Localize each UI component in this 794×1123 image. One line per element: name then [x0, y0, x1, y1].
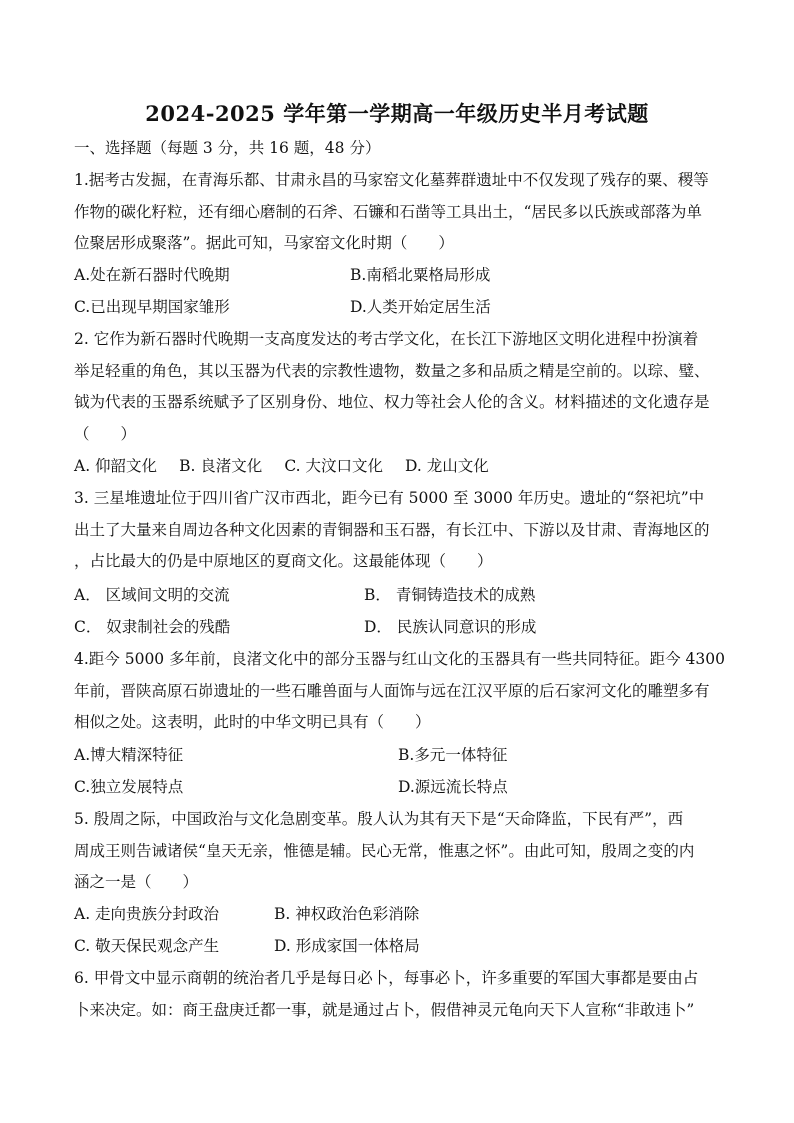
question-5-option-d[interactable]: D. 形成家国一体格局	[274, 937, 420, 955]
question-5-line: 涵之一是（ ）	[74, 873, 199, 891]
question-3-option-c[interactable]: C． 奴隶制社会的残酷	[74, 618, 231, 636]
question-6	[74, 963, 724, 1026]
question-6-line: 卜来决定。如：商王盘庚迁都一事，就是通过占卜，假借神灵元龟向天下人宣称“非敢违卜”	[74, 1000, 695, 1019]
question-3-line: 出土了大量来自周边各种文化因素的青铜器和玉石器，有长江中、下游以及甘肃、青海地区的	[74, 520, 710, 539]
question-4-line: 4.距今 5000 多年前，良渚文化中的部分玉器与红山文化的玉器具有一些共同特征。距今 4300	[74, 650, 725, 668]
question-5-option-c[interactable]: C. 敬天保民观念产生	[74, 937, 220, 955]
question-5-option-b[interactable]: B. 神权政治色彩消除	[274, 905, 420, 923]
question-2-option-c[interactable]: C. 大汶口文化	[284, 457, 383, 475]
question-1-option-b[interactable]: B.南稻北粟格局形成	[350, 266, 491, 284]
question-2	[74, 324, 724, 450]
question-1-line: 位聚居形成聚落”。据此可知，马家窑文化时期（ ）	[74, 234, 454, 252]
question-1-line: 1.据考古发掘，在青海乐都、甘肃永昌的马家窑文化墓葬群遗址中不仅发现了残存的粟、稷等	[74, 171, 709, 189]
question-3	[74, 483, 724, 578]
exam-title: 2024-2025 学年第一学期高一年级历史半月考试题	[145, 101, 649, 126]
question-6-line: 6. 甲骨文中显示商朝的统治者几乎是每日必卜，每事必卜，许多重要的军国大事都是要由占	[74, 969, 699, 987]
question-3-line: ，占比最大的仍是中原地区的夏商文化。这最能体现（ ）	[74, 552, 493, 570]
question-1-line: 作物的碳化籽粒，还有细心磨制的石斧、石镰和石凿等工具出土，“居民多以氏族或部落为单	[74, 202, 702, 221]
question-4-line: 相似之处。这表明，此时的中华文明已具有（ ）	[74, 713, 431, 731]
question-3-option-a[interactable]: A． 区域间文明的交流	[74, 586, 230, 604]
question-4-option-b[interactable]: B.多元一体特征	[398, 746, 508, 764]
question-5	[74, 804, 724, 899]
question-5-line: 周成王则告诫诸侯“皇天无亲，惟德是辅。民心无常，惟惠之怀”。由此可知，殷周之变的内	[74, 841, 695, 860]
question-4-line: 年前，晋陕高原石峁遗址的一些石雕兽面与人面饰与远在江汉平原的后石家河文化的雕塑多有	[74, 681, 710, 700]
question-5-line: 5. 殷周之际，中国政治与文化急剧变革。殷人认为其有天下是“天命降监，下民有严”，西	[74, 810, 684, 828]
question-2-options-row	[74, 451, 511, 483]
question-3-option-d[interactable]: D． 民族认同意识的形成	[364, 618, 537, 636]
question-3-option-b[interactable]: B． 青铜铸造技术的成熟	[364, 586, 536, 604]
question-1-option-d[interactable]: D.人类开始定居生活	[350, 298, 491, 316]
question-2-option-a[interactable]: A. 仰韶文化	[74, 457, 158, 475]
question-1-option-a[interactable]: A.处在新石器时代晚期	[74, 266, 230, 284]
question-2-option-b[interactable]: B. 良渚文化	[179, 457, 263, 475]
question-4-option-d[interactable]: D.源远流长特点	[398, 778, 508, 796]
question-2-line: 举足轻重的角色，其以玉器为代表的宗教性遗物，数量之多和品质之精是空前的。以琮、璧、	[74, 361, 710, 380]
section-heading: 一、选择题（每题 3 分，共 16 题，48 分）	[74, 139, 381, 157]
question-2-line: 2. 它作为新石器时代晚期一支高度发达的考古学文化，在长江下游地区文明化进程中扮演着	[74, 330, 699, 348]
question-2-option-d[interactable]: D. 龙山文化	[404, 457, 489, 475]
question-4	[74, 644, 724, 739]
question-2-line: 钺为代表的玉器系统赋予了区别身份、地位、权力等社会人伦的含义。材料描述的文化遗存是	[74, 393, 710, 411]
question-1-option-c[interactable]: C.已出现早期国家雏形	[74, 298, 230, 316]
question-4-option-a[interactable]: A.博大精深特征	[74, 746, 184, 764]
question-5-option-a[interactable]: A. 走向贵族分封政治	[74, 905, 220, 923]
question-1	[74, 165, 724, 260]
question-2-line: （ ）	[74, 424, 137, 443]
question-4-option-c[interactable]: C.独立发展特点	[74, 778, 184, 796]
question-3-line: 3. 三星堆遗址位于四川省广汉市西北，距今已有 5000 至 3000 年历史。遗址的“祭祀坑”中	[74, 489, 705, 507]
